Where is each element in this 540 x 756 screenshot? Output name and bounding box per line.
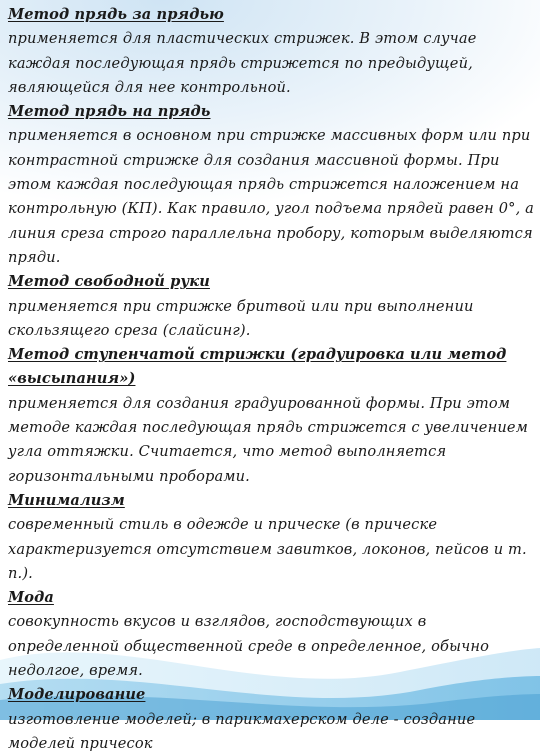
glossary-entry — [8, 586, 536, 683]
glossary-definition: применяется в основном при стрижке массивных форм или при контрастной стрижке для создания массивной формы. При этом каждая последующая прядь стрижется наложением на контрольную (КП). Как правило, угол подъема прядей равен 0°, а линия среза строго параллельна пробору, которым выделяются пряди. — [8, 127, 535, 266]
glossary-term: Мода — [8, 589, 54, 607]
glossary-definition: применяется при стрижке бритвой или при выполнении скользящего среза (слайсинг). — [8, 297, 474, 339]
glossary-term: Метод ступенчатой стрижки (градуировка или метод «высыпания») — [8, 346, 507, 388]
glossary-document — [8, 3, 536, 756]
glossary-definition: современный стиль в одежде и прическе (в прическе характеризуется отсутствием завитков, локонов, пейсов и т. п.). — [8, 516, 527, 582]
glossary-definition: применяется для пластических стрижек. В этом случае каждая последующая прядь стрижется по предыдущей, являющейся для нее контрольной. — [8, 30, 477, 96]
glossary-entry — [8, 489, 536, 586]
glossary-definition: изготовление моделей; в парикмахерском деле - создание моделей причесок — [8, 710, 476, 752]
glossary-entry — [8, 270, 536, 343]
glossary-definition: применяется для создания градуированной формы. При этом методе каждая последующая прядь стрижется с увеличением угла оттяжки. Считается, что метод выполняется горизонтальными проборами. — [8, 394, 528, 485]
glossary-term: Моделирование — [8, 686, 146, 704]
glossary-entry — [8, 343, 536, 489]
glossary-entry — [8, 3, 536, 100]
glossary-term: Метод прядь на прядь — [8, 103, 211, 121]
glossary-term: Минимализм — [8, 491, 125, 509]
glossary-entry — [8, 100, 536, 270]
glossary-definition: совокупность вкусов и взглядов, господствующих в определенной общественной среде в определенное, обычно недолгое, время. — [8, 613, 490, 680]
glossary-term: Метод прядь за прядью — [8, 6, 224, 23]
glossary-term: Метод свободной руки — [8, 273, 210, 291]
